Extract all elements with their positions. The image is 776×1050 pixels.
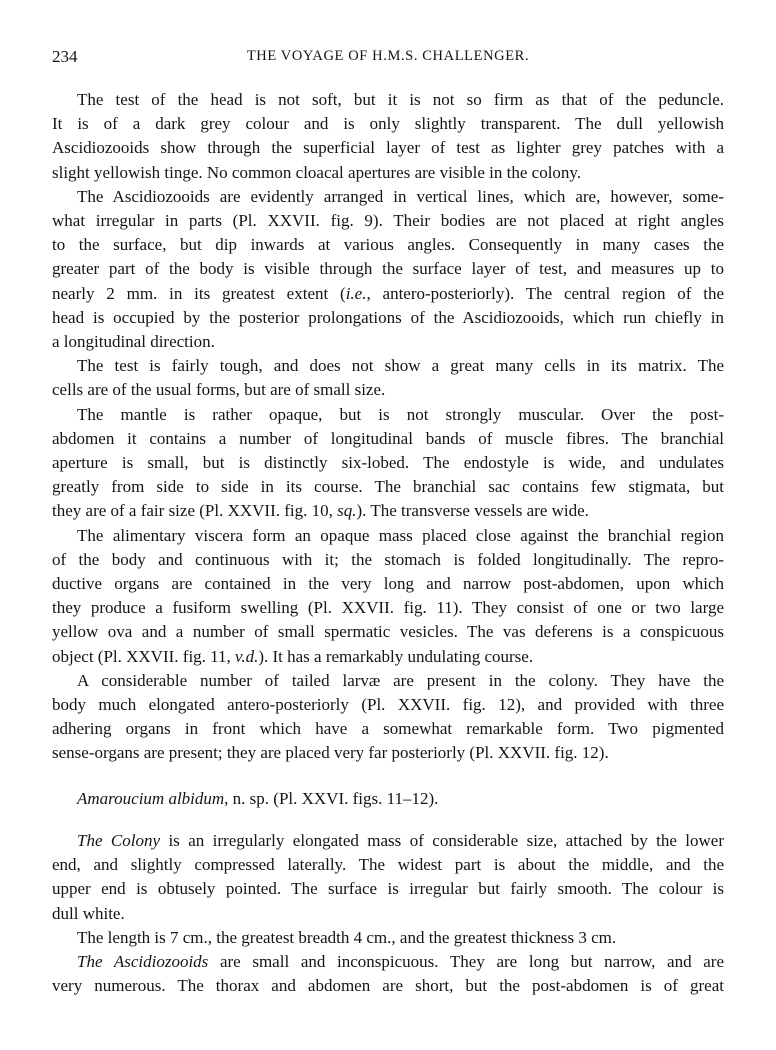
text-line: body much elongated antero-posteriorly (Pl. XXVII. fig. 12), and provided with three [52,695,724,715]
text-line [52,950,724,974]
running-title: THE VOYAGE OF H.M.S. CHALLENGER. [246,48,530,64]
text-line: Ascidiozooids show through the superficial layer of test as lighter grey patches with a [52,138,724,158]
page-number: 234 [52,47,78,66]
text-run: is an irregularly elongated mass of considerable size, attached by the lower [160,831,725,850]
text-line: very numerous. The thorax and abdomen are short, but the post-abdomen is of great [52,976,724,996]
text-line: they produce a fusiform swelling (Pl. XXVII. fig. 11). They consist of one or two large [52,598,724,618]
text-line [52,645,724,669]
text-line: dull white. [52,903,125,923]
text-line: aperture is small, but is distinctly six-lobed. The endostyle is wide, and undulates [52,453,724,473]
text-line: The alimentary viscera form an opaque mass placed close against the branchial region [77,525,724,545]
page-header [52,47,724,69]
text-line: A considerable number of tailed larvæ are present in the colony. They have the [77,670,724,690]
species-heading-rest: , n. sp. (Pl. XXVI. figs. 11–12). [224,789,439,808]
species-name: Amaroucium albidum [77,789,225,808]
text-run: , antero-posteriorly). The central region of the [366,283,724,303]
text-line: to the surface, but dip inwards at various angles. Consequently in many cases the [52,235,724,255]
text-line: slight yellowish tinge. No common cloacal apertures are visible in the colony. [52,162,582,182]
body-text-section-1 [52,88,724,766]
text-line: The length is 7 cm., the greatest breadth 4 cm., and the greatest thickness 3 cm. [77,927,617,947]
text-line: The Ascidiozooids are evidently arranged in vertical lines, which are, however, some- [77,186,724,206]
text-line: abdomen it contains a number of longitudinal bands of muscle fibres. The branchial [52,428,724,448]
italic-abbrev: v.d. [235,646,259,666]
text-line: The test of the head is not soft, but it is not so firm as that of the peduncle. [77,90,724,109]
italic-abbrev: i.e. [345,283,367,303]
text-line: cells are of the usual forms, but are of small size. [52,380,386,400]
text-line: The mantle is rather opaque, but is not strongly muscular. Over the post- [77,404,724,424]
text-line: ductive organs are contained in the very long and narrow post-abdomen, upon which [52,574,724,594]
text-run: nearly 2 mm. in its greatest extent ( [52,283,346,303]
text-run: object (Pl. XXVII. fig. 11, [52,646,236,666]
text-run: they are of a fair size (Pl. XXVII. fig. 10, [52,501,338,521]
text-line: of the body and continuous with it; the stomach is folded longitudinally. The repro- [52,549,724,569]
text-line: greater part of the body is visible through the surface layer of test, and measures up to [52,259,724,279]
text-run: are small and inconspicuous. They are long but narrow, and are [208,952,724,972]
text-line [52,829,724,853]
text-run: ). The transverse vessels are wide. [356,501,589,521]
text-line: It is of a dark grey colour and is only slightly transparent. The dull yellowish [52,114,724,134]
text-line: a longitudinal direction. [52,332,215,352]
text-line [52,282,724,306]
species-heading-line [77,787,438,811]
italic-label: The Ascidiozooids [77,952,209,972]
text-line [52,499,724,523]
species-heading [77,787,438,811]
body-text-section-2 [52,829,724,998]
italic-label: The Colony [77,831,161,850]
text-line: yellow ova and a number of small spermatic vesicles. The vas deferens is a conspicuous [52,622,724,642]
text-line: end, and slightly compressed laterally. The widest part is about the middle, and the [52,855,724,875]
text-line: what irregular in parts (Pl. XXVII. fig. 9). Their bodies are not placed at right angles [52,211,724,231]
italic-abbrev: sq. [337,501,357,521]
text-line: upper end is obtusely pointed. The surface is irregular but fairly smooth. The colour is [52,879,724,899]
text-line: greatly from side to side in its course. The branchial sac contains few stigmata, but [52,477,724,497]
text-line: The test is fairly tough, and does not show a great many cells in its matrix. The [77,356,724,376]
text-line: adhering organs in front which have a somewhat remarkable form. Two pigmented [52,719,724,739]
text-line: head is occupied by the posterior prolongations of the Ascidiozooids, which run chiefly in [52,307,724,327]
text-line: sense-organs are present; they are placed very far posteriorly (Pl. XXVII. fig. 12). [52,743,609,763]
text-run: ). It has a remarkably undulating course. [258,646,534,666]
